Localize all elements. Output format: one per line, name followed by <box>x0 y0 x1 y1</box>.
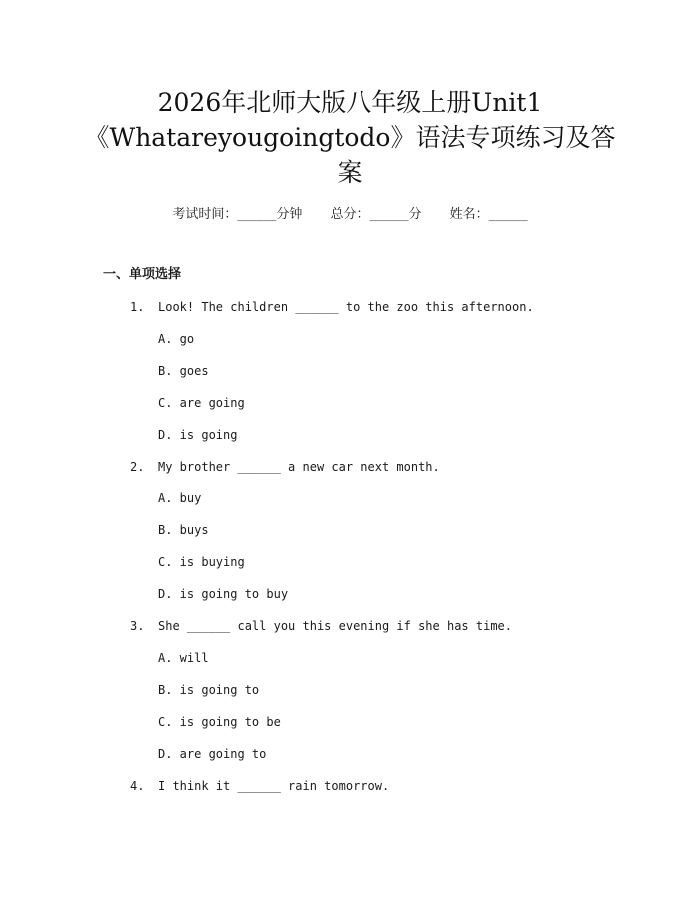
question-text: She ______ call you this evening if she has time. <box>158 619 513 633</box>
option-3a: A. will <box>158 651 209 665</box>
question-2 <box>130 458 440 476</box>
exam-time-label: 考试时间：______分钟 <box>172 207 303 222</box>
total-score-label: 总分：______分 <box>330 207 422 222</box>
option-2a: A. buy <box>158 491 202 505</box>
option-3c: C. is going to be <box>158 715 281 729</box>
option-3d: D. are going to <box>158 747 267 761</box>
document-title-line-1: 2026年北师大版八年级上册Unit1 <box>157 88 543 117</box>
document-title-line-2: 《Whatareyougoingtodo》语法专项练习及答 <box>84 123 616 152</box>
question-number: 2. <box>130 460 145 474</box>
option-1a: A. go <box>158 332 195 346</box>
question-text: Look! The children ______ to the zoo this afternoon. <box>158 300 534 314</box>
question-text: My brother ______ a new car next month. <box>158 460 440 474</box>
option-2b: B. buys <box>158 523 209 537</box>
option-1d: D. is going <box>158 428 238 442</box>
document-title-line-3: 案 <box>337 158 363 187</box>
option-2c: C. is buying <box>158 555 245 569</box>
option-1b: B. goes <box>158 364 209 378</box>
question-number: 1. <box>130 300 145 314</box>
section-heading: 一、单项选择 <box>103 267 182 282</box>
question-text: I think it ______ rain tomorrow. <box>158 779 390 793</box>
question-1 <box>130 298 534 316</box>
option-2d: D. is going to buy <box>158 587 289 601</box>
question-3 <box>130 617 512 635</box>
option-1c: C. are going <box>158 396 245 410</box>
exam-meta-line <box>0 206 700 224</box>
question-number: 4. <box>130 779 145 793</box>
student-name-label: 姓名：______ <box>449 207 528 222</box>
question-4 <box>130 777 389 795</box>
option-3b: B. is going to <box>158 683 260 697</box>
question-number: 3. <box>130 619 145 633</box>
